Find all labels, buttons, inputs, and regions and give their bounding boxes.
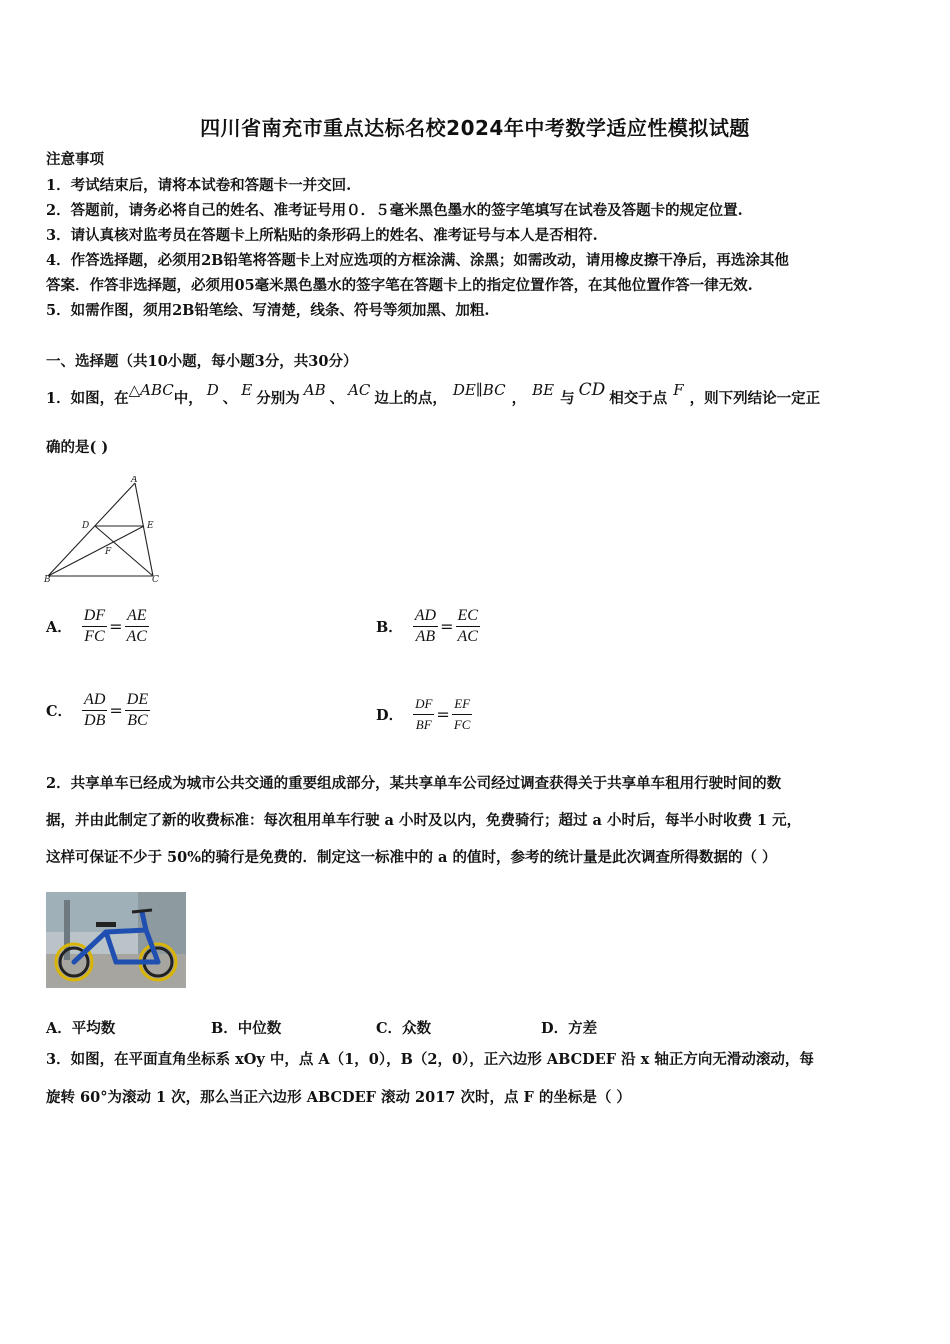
q2-option-b[interactable]: B．中位数 <box>211 1020 282 1037</box>
fraction-right <box>125 690 150 731</box>
q3-line-2: 旋转 60°为滚动 1 次，那么当正六边形 ABCDEF 滚动 2017 次时，点 F 的坐标是（ ） <box>46 1089 631 1106</box>
q1-math: AB <box>303 381 326 399</box>
label-c: C <box>152 575 159 585</box>
label-b: B <box>44 575 51 585</box>
fraction-left <box>82 690 107 731</box>
q1-math: CD <box>578 380 606 400</box>
q1-text: ，则下列结论一定正 <box>689 390 821 407</box>
numerator: DF <box>413 694 434 715</box>
q1-option-b[interactable] <box>376 606 480 647</box>
notice-item-5: 5．如需作图，须用2B铅笔绘、写清楚，线条、符号等须加黑、加粗. <box>46 302 490 319</box>
numerator: AE <box>125 606 149 627</box>
fraction-right <box>456 606 480 647</box>
q1-stem-cont: 确的是( ) <box>46 439 109 456</box>
q1-math: D <box>206 381 219 399</box>
numerator: EF <box>452 694 473 715</box>
numerator: DF <box>82 606 107 627</box>
denominator: DB <box>84 712 106 729</box>
q1-text: ， <box>511 390 527 407</box>
denominator: AB <box>415 628 436 645</box>
q1-text: 、 <box>329 390 345 407</box>
section-heading: 一、选择题（共10小题，每小题3分，共30分） <box>46 353 358 370</box>
q2-option-d[interactable]: D．方差 <box>541 1020 598 1037</box>
option-label: B． <box>376 619 403 636</box>
numerator: AD <box>413 606 438 627</box>
fraction-left <box>413 694 434 735</box>
side-ab <box>48 483 135 576</box>
q1-text: 与 <box>560 390 575 407</box>
notice-item-2: 2．答题前，请务必将自己的姓名、准考证号用０．５毫米黑色墨水的签字笔填写在试卷及答题卡的规定位置. <box>46 202 743 219</box>
label-a: A <box>131 476 138 485</box>
q1-math: △ABC <box>128 381 174 399</box>
equals-sign: = <box>436 705 450 724</box>
fraction-left <box>413 606 438 647</box>
denominator: AC <box>126 628 147 645</box>
q1-math: DE∥BC <box>452 381 506 399</box>
notice-item-4-cont: 答案．作答非选择题，必须用05毫米黑色墨水的签字笔在答题卡上的指定位置作答，在其他位置作答一律无效. <box>46 277 753 294</box>
denominator: FC <box>84 628 105 645</box>
q1-text: 、 <box>222 390 238 407</box>
denominator: FC <box>453 717 471 732</box>
q1-math: F <box>673 381 684 399</box>
q3-line-1: 3．如图，在平面直角坐标系 xOy 中，点 A（1，0），B（2，0），正六边形 ABCDEF 沿 x 轴正方向无滑动滚动，每 <box>46 1051 814 1068</box>
notice-item-1: 1．考试结束后，请将本试卷和答题卡一并交回. <box>46 177 352 194</box>
equals-sign: = <box>440 617 454 636</box>
q2-line-1: 2．共享单车已经成为城市公共交通的重要组成部分，某共享单车公司经过调查获得关于共享单车租用行驶时间的数 <box>46 775 782 792</box>
fraction-right <box>125 606 149 647</box>
q1-option-c[interactable] <box>46 690 150 731</box>
equals-sign: = <box>109 701 123 720</box>
label-d: D <box>82 521 90 531</box>
fraction-left <box>82 606 107 647</box>
denominator: BF <box>415 717 432 732</box>
numerator: AD <box>82 690 107 711</box>
segment-be <box>48 526 144 576</box>
q2-option-a[interactable]: A．平均数 <box>46 1020 116 1037</box>
triangle-figure <box>40 476 170 586</box>
q1-math: AC <box>348 381 371 399</box>
numerator: DE <box>125 690 150 711</box>
q1-text: 边上的点， <box>374 390 447 407</box>
label-f: F <box>105 547 112 557</box>
notice-item-4: 4．作答选择题，必须用2B铅笔将答题卡上对应选项的方框涂满、涂黑；如需改动，请用橡皮擦干净后，再选涂其他 <box>46 252 789 269</box>
label-e: E <box>147 521 154 531</box>
q1-text: 分别为 <box>256 390 300 407</box>
numerator: EC <box>456 606 480 627</box>
q1-option-d[interactable] <box>376 694 472 735</box>
q1-math: E <box>241 381 253 399</box>
q1-text: 中， <box>173 390 203 407</box>
option-label: C． <box>46 703 73 720</box>
shared-bike-photo <box>46 892 186 988</box>
page-title: 四川省南充市重点达标名校2024年中考数学适应性模拟试题 <box>200 116 750 140</box>
q2-option-c[interactable]: C．众数 <box>376 1020 432 1037</box>
denominator: BC <box>127 712 148 729</box>
q2-line-3: 这样可保证不少于 50%的骑行是免费的．制定这一标准中的 a 的值时，参考的统计量是此次调查所得数据的（ ） <box>46 849 777 866</box>
fraction-right <box>452 694 473 735</box>
q1-stem <box>46 380 821 409</box>
notice-heading: 注意事项 <box>46 151 104 168</box>
notice-item-3: 3．请认真核对监考员在答题卡上所粘贴的条形码上的姓名、准考证号与本人是否相符. <box>46 227 598 244</box>
q2-line-2: 据，并由此制定了新的收费标准：每次租用单车行驶 a 小时及以内，免费骑行；超过 a 小时后，每半小时收费 1 元， <box>46 812 802 829</box>
option-label: D． <box>376 707 404 724</box>
q1-option-a[interactable] <box>46 606 149 647</box>
option-label: A． <box>46 619 72 636</box>
equals-sign: = <box>109 617 123 636</box>
q1-text: 1．如图，在 <box>46 390 129 407</box>
denominator: AC <box>457 628 478 645</box>
q1-text: 相交于点 <box>609 390 668 407</box>
q1-math: BE <box>532 381 555 399</box>
